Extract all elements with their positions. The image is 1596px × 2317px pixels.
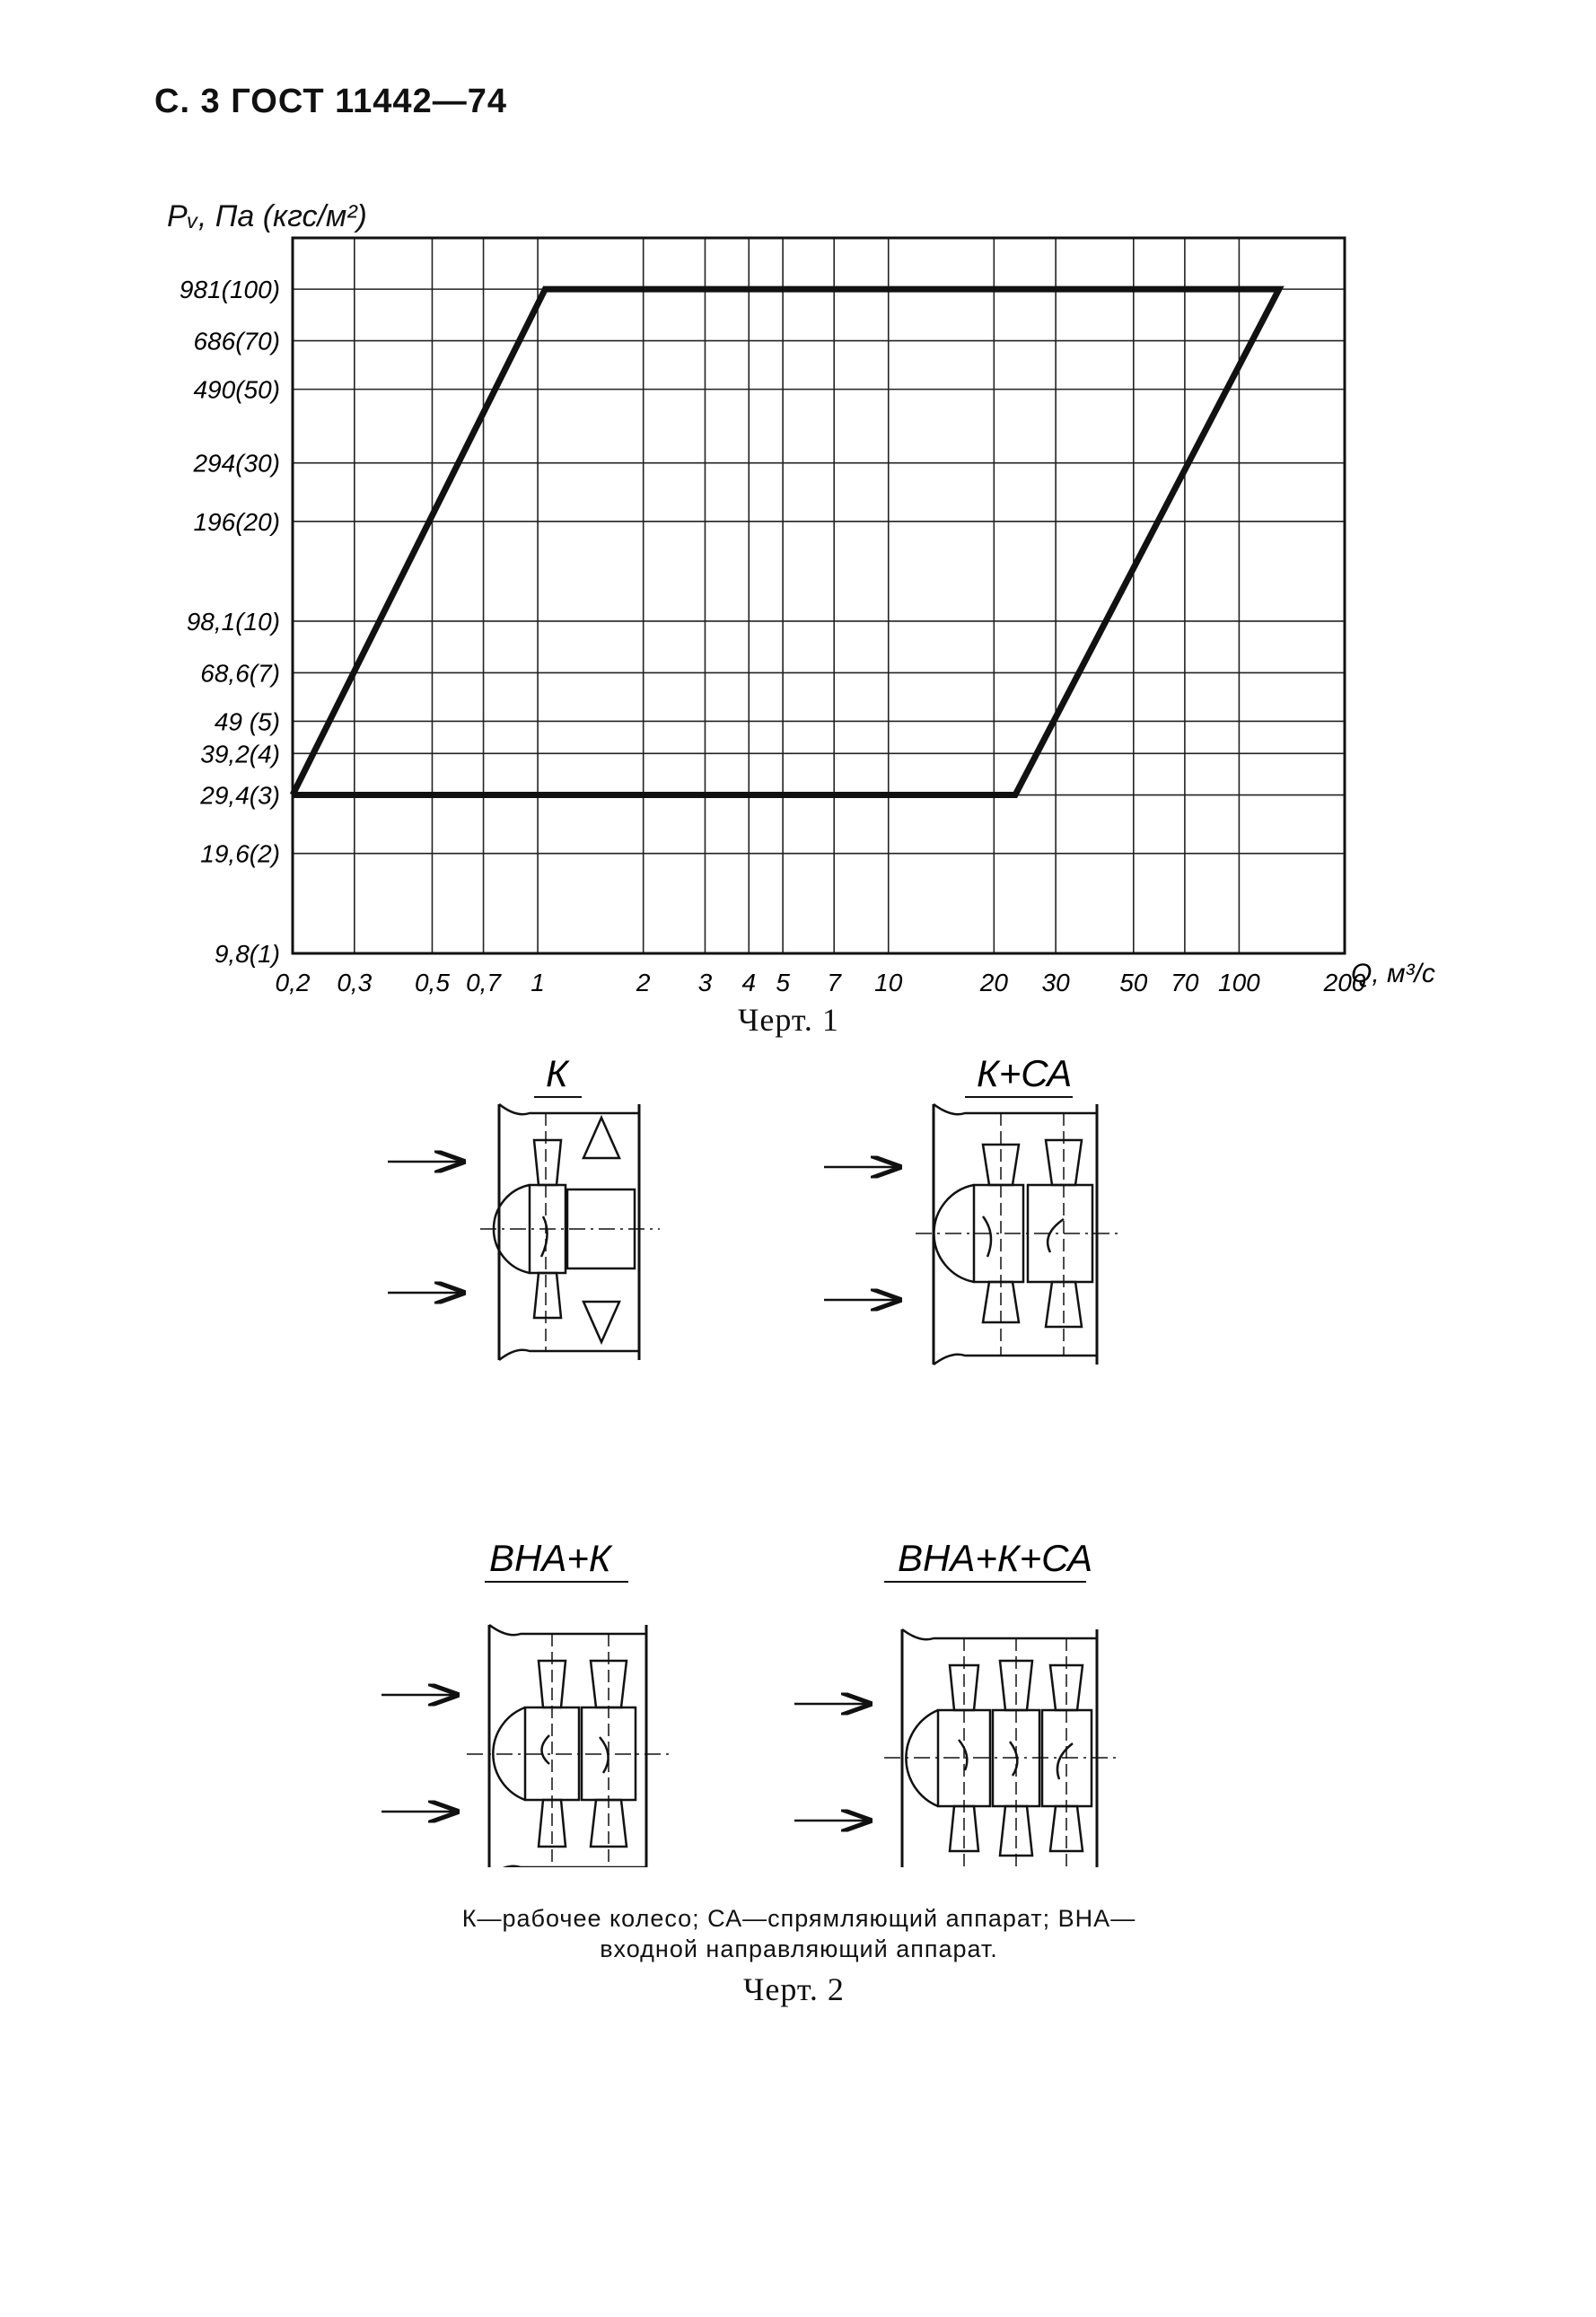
y-tick-labels (180, 276, 280, 968)
x-tick-label-8: 5 (776, 969, 790, 996)
legend-line-1: К—рабочее колесо; СА—спрямляющий аппарат; ВНА— (461, 1905, 1136, 1932)
scheme-k-ca-label: К+СА (977, 1052, 1073, 1094)
plot-frame (293, 238, 1345, 953)
pressure-flow-chart (0, 0, 1596, 1023)
figure2-legend (377, 1903, 1221, 1964)
y-tick-label-9: 490(50) (193, 375, 280, 404)
x-tick-label-15: 100 (1218, 969, 1260, 996)
scheme-vna-k-label: ВНА+К (489, 1537, 611, 1579)
y-tick-label-3: 39,2(4) (200, 740, 280, 768)
scheme-vna-k (381, 1537, 669, 1867)
y-tick-label-0: 9,8(1) (214, 940, 280, 968)
x-tick-label-13: 50 (1119, 969, 1148, 996)
legend-line-2: входной направляющий аппарат. (600, 1935, 998, 1962)
y-axis-label: Pᵥ, Па (кгс/м²) (167, 199, 367, 233)
scheme-vna-k-ca (794, 1537, 1118, 1867)
series-line-0 (293, 289, 1279, 794)
x-tick-label-9: 7 (827, 969, 842, 996)
y-tick-label-8: 294(30) (193, 449, 280, 478)
x-tick-label-14: 70 (1171, 969, 1199, 996)
x-tick-label-2: 0,5 (414, 969, 450, 996)
x-tick-label-12: 30 (1041, 969, 1070, 996)
x-tick-label-6: 3 (697, 969, 713, 996)
x-tick-label-4: 1 (531, 969, 545, 996)
figure2-caption: Черт. 2 (743, 1971, 845, 2007)
x-tick-labels (276, 969, 1366, 996)
y-tick-label-6: 98,1(10) (186, 607, 280, 636)
x-tick-label-16: 200 (1323, 969, 1366, 996)
x-tick-label-3: 0,7 (466, 969, 502, 996)
page-number: С. 3 (154, 83, 221, 120)
y-tick-label-1: 19,6(2) (200, 839, 280, 868)
fan-schemes (0, 1041, 1596, 1867)
x-axis-label: Q, м³/с (1351, 959, 1435, 988)
x-tick-label-1: 0,3 (337, 969, 373, 996)
chart-series (293, 289, 1279, 795)
scheme-k-label: К (546, 1052, 568, 1094)
x-tick-label-11: 20 (979, 969, 1008, 996)
standard-number: ГОСТ 11442—74 (231, 83, 507, 120)
x-tick-label-0: 0,2 (275, 969, 311, 996)
y-tick-label-5: 68,6(7) (200, 659, 280, 688)
y-tick-label-11: 981(100) (179, 276, 280, 304)
scheme-vna-k-ca-label: ВНА+К+СА (898, 1537, 1093, 1579)
y-tick-label-4: 49 (5) (214, 707, 280, 736)
scheme-k (388, 1052, 660, 1360)
x-tick-label-7: 4 (741, 969, 757, 996)
x-tick-label-10: 10 (874, 969, 903, 996)
figure1-caption: Черт. 1 (738, 1002, 839, 1038)
y-tick-label-7: 196(20) (193, 507, 280, 536)
x-tick-label-5: 2 (636, 969, 651, 996)
y-tick-label-10: 686(70) (193, 327, 280, 355)
chart-grid (293, 238, 1345, 953)
y-tick-label-2: 29,4(3) (200, 781, 280, 810)
scheme-k-ca (824, 1052, 1118, 1365)
